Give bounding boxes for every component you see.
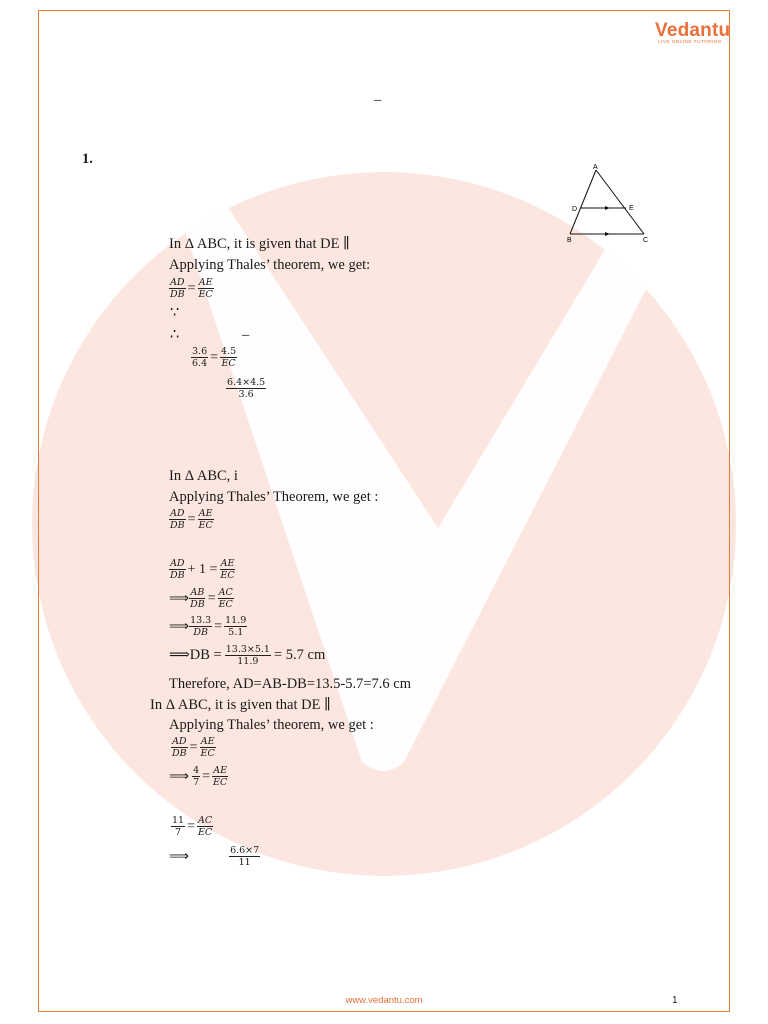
p1-ratio: $\frac{AD}{DB}$ = $\frac{AE}{EC}$ [170, 277, 213, 300]
p2-conclusion: Therefore, AD=AB-DB=13.5-5.7=7.6 cm [169, 676, 411, 692]
p1-thales: Applying Thales’ theorem, we get: [169, 257, 371, 273]
p1-calc [226, 377, 266, 400]
fraction: $\frac{4.5}{EC}$ [221, 346, 237, 369]
p1-sub: $\frac{3.6}{6.4}$ = $\frac{4.5}{EC}$ [192, 346, 237, 369]
fraction: $\frac{13.3\times 5.1}{11.9}$ [225, 644, 270, 667]
fraction: $\frac{AD}{DB}$ [170, 277, 185, 300]
fraction: $\frac{AD}{DB}$ [170, 558, 185, 581]
fraction: $\frac{AE}{EC}$ [220, 558, 235, 581]
fraction: $\frac{13.3}{DB}$ [190, 615, 212, 638]
p1-dash: – [242, 327, 250, 343]
label-b: B [567, 237, 572, 244]
fraction: $\frac{6.6\times 7}{11}$ [230, 845, 260, 868]
p3-step3: ⟹ $\frac{6.6\times 7}{11}$ [169, 845, 260, 868]
label-e: E [629, 205, 634, 212]
p2-step2: ⟹ $\frac{13.3}{DB}$ = $\frac{11.9}{5.1}$ [169, 615, 247, 638]
triangle-diagram [562, 160, 657, 248]
p2-thales: Applying Thales’ Theorem, we get : [169, 489, 379, 505]
p3-step2: $\frac{11}{7}$ = $\frac{AC}{EC}$ [172, 815, 213, 838]
p2-given: In Δ ABC, i [169, 468, 238, 484]
label-d: D [572, 206, 578, 213]
label-c: C [643, 237, 649, 244]
p1-given: In Δ ABC, it is given that DE ∥ [169, 236, 350, 252]
fraction: $\frac{AB}{DB}$ [190, 587, 205, 610]
fraction: $\frac{AD}{DB}$ [172, 736, 187, 759]
p2-step3: ⟹DB = $\frac{13.3\times 5.1}{11.9}$ = 5.7 cm [169, 644, 326, 667]
fraction: $\frac{11}{7}$ [172, 815, 185, 838]
fraction: $\frac{6.4\times 4.5}{3.6}$ [227, 377, 266, 400]
fraction: $\frac{AE}{EC}$ [198, 508, 213, 531]
p3-ratio: $\frac{AD}{DB}$ = $\frac{AE}{EC}$ [172, 736, 215, 759]
page-number: 1 [672, 995, 678, 1006]
fraction: $\frac{AE}{EC}$ [213, 765, 228, 788]
fraction: $\frac{AE}{EC}$ [200, 736, 215, 759]
footer-url[interactable]: www.vedantu.com [345, 995, 423, 1006]
p3-thales: Applying Thales’ theorem, we get : [169, 717, 374, 733]
p3-step1: ⟹ $\frac{4}{7}$ = $\frac{AE}{EC}$ [169, 765, 228, 788]
p1-because: ∵ [170, 305, 180, 321]
p3-given: In Δ ABC, it is given that DE ∥ [150, 697, 331, 713]
vedantu-logo: Vedantu LIVE ONLINE TUTORING [655, 20, 731, 45]
fraction: $\frac{11.9}{5.1}$ [225, 615, 247, 638]
question-number: 1. [82, 151, 93, 167]
fraction: $\frac{4}{7}$ [193, 765, 200, 788]
p2-step1: ⟹ $\frac{AB}{DB}$ = $\frac{AC}{EC}$ [169, 587, 233, 610]
fraction: $\frac{AD}{DB}$ [170, 508, 185, 531]
fraction: $\frac{AE}{EC}$ [198, 277, 213, 300]
title-dash: – [374, 92, 382, 108]
label-a: A [593, 164, 598, 171]
fraction: $\frac{AC}{EC}$ [198, 815, 213, 838]
p2-add: $\frac{AD}{DB}$ + 1 = $\frac{AE}{EC}$ [170, 558, 235, 581]
p1-therefore: ∴ [170, 327, 180, 343]
p2-ratio: $\frac{AD}{DB}$ = $\frac{AE}{EC}$ [170, 508, 213, 531]
fraction: $\frac{AC}{EC}$ [218, 587, 233, 610]
fraction: $\frac{3.6}{6.4}$ [192, 346, 208, 369]
